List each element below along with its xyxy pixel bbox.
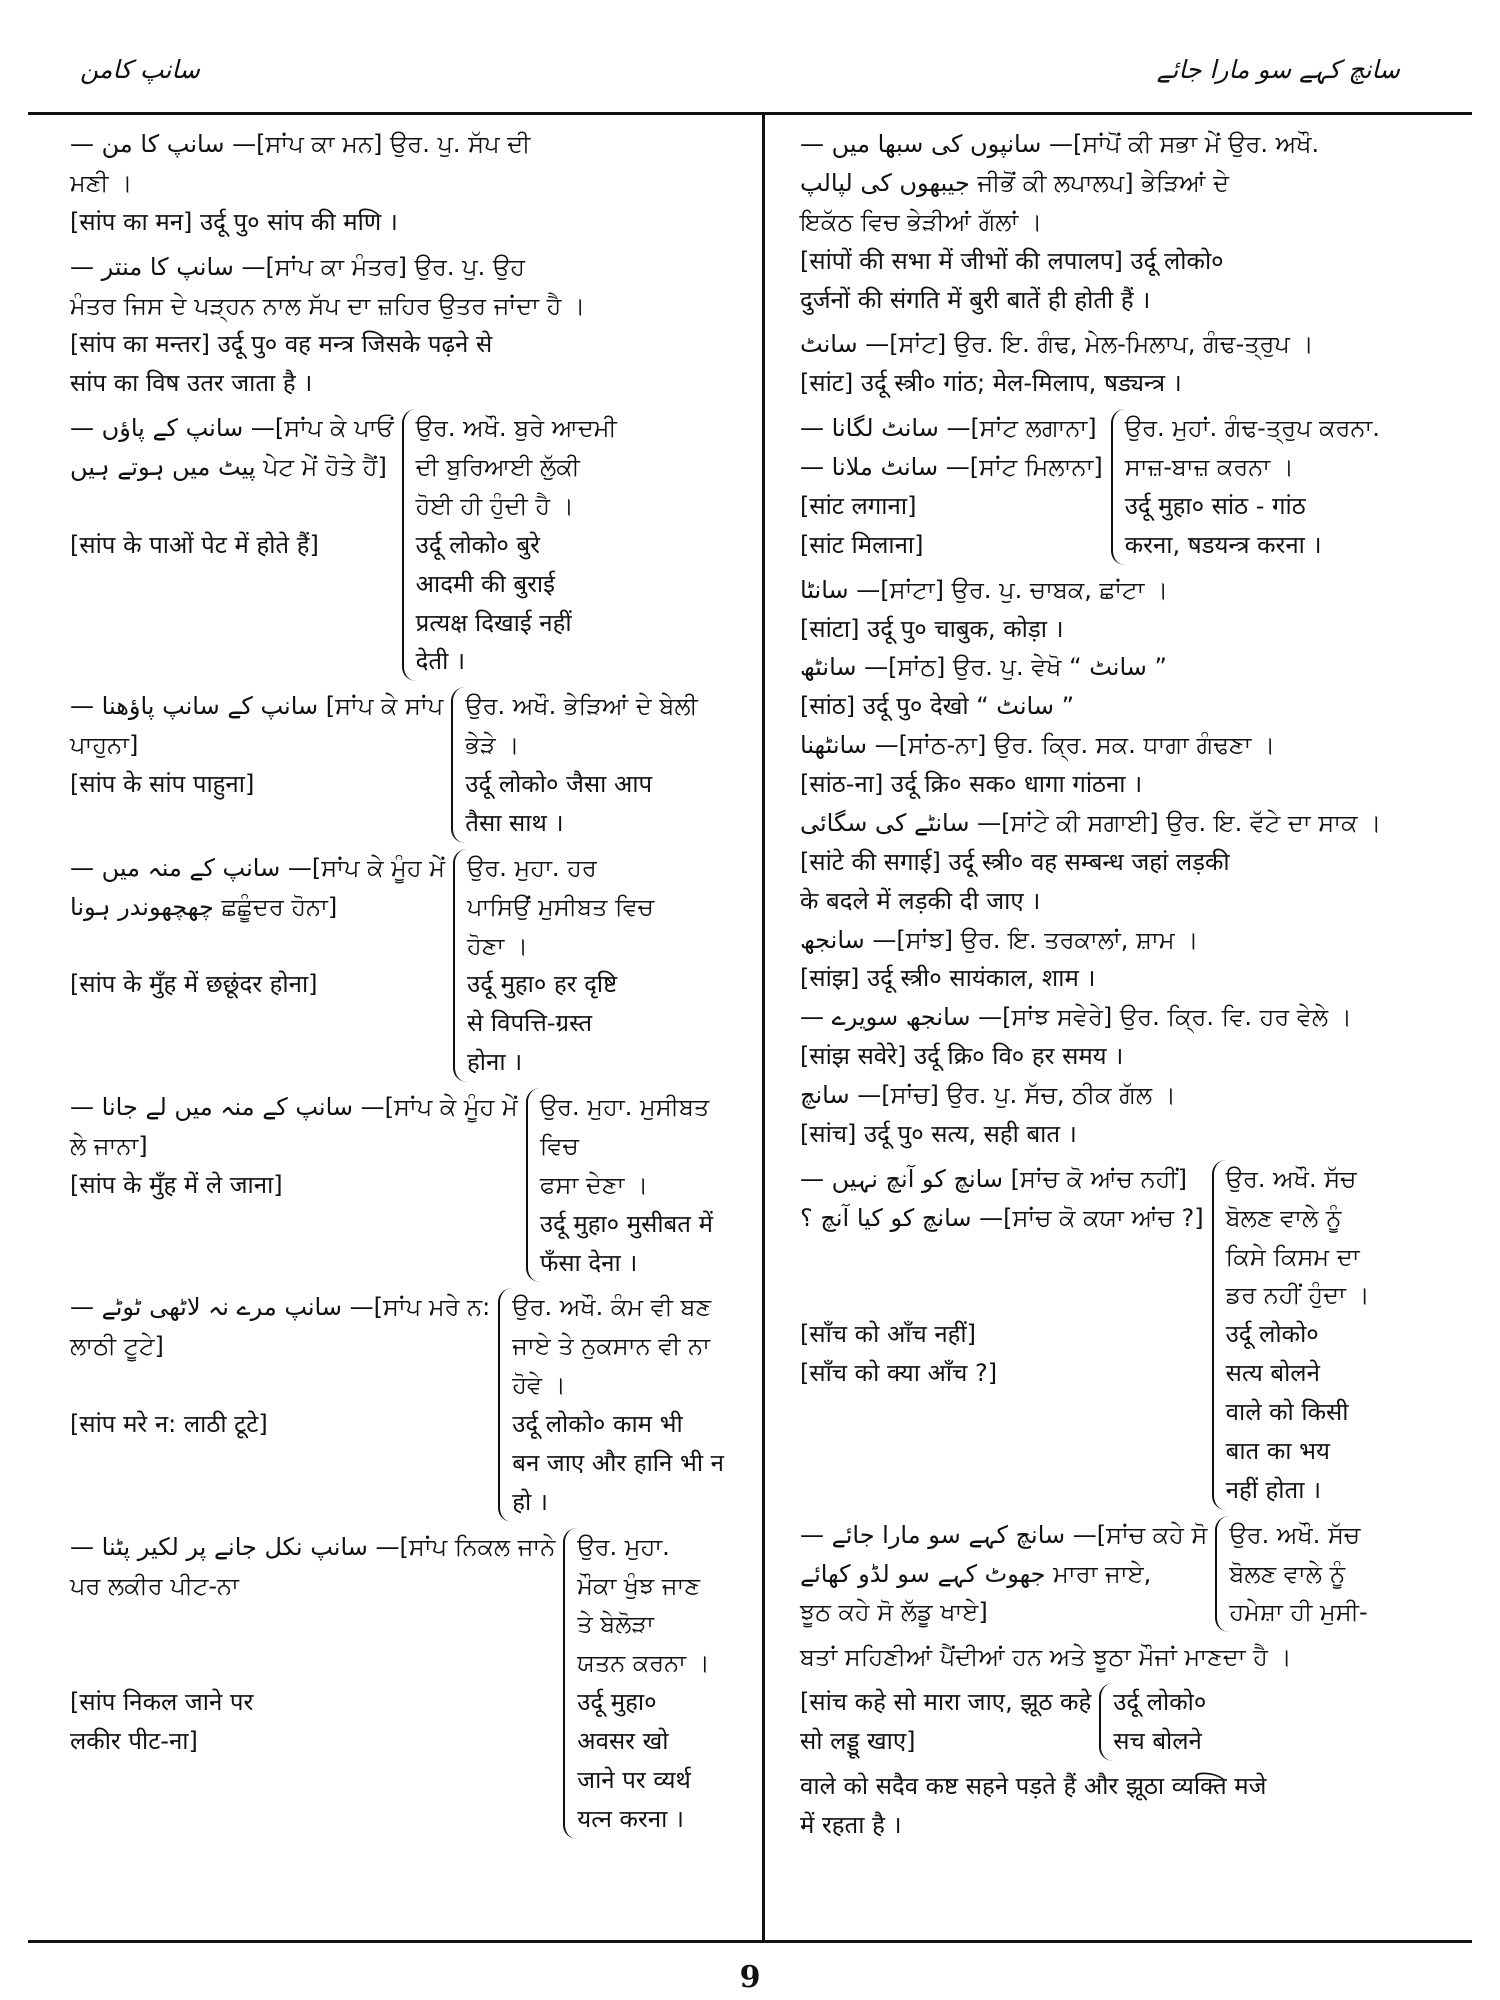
dictionary-entry <box>800 1516 1460 1633</box>
dictionary-entry <box>70 687 750 843</box>
dictionary-entry <box>70 849 750 1082</box>
entry-line: ਉਰ. ਮੁਹਾਂ. ਗੰਢ-ਤ੍ਰੁਪ ਕਰਨਾ. <box>1124 414 1380 443</box>
entry-line: उर्दू लोको० <box>1113 1688 1207 1717</box>
dictionary-entry <box>800 1767 1460 1845</box>
entry-definition-block <box>1111 409 1460 565</box>
entry-line: سانچ کو کیا آنچ ؟ —[ਸਾਂਚ ਕੋ ਕਯਾ ਆਂਚ ?] <box>800 1203 1204 1232</box>
entry-line: ਮੰਤਰ ਜਿਸ ਦੇ ਪੜ੍ਹਨ ਨਾਲ ਸੱਪ ਦਾ ਜ਼ਹਿਰ ਉਤਰ ਜਾਂਦਾ ਹੈ । <box>70 291 586 320</box>
entry-line: ਡਰ ਨਹੀਂ ਹੁੰਦਾ । <box>1225 1281 1370 1310</box>
entry-line: यत्न करना । <box>577 1804 685 1833</box>
entry-line: سانچ —[ਸਾਂਚ] ਉਰ. ਪੁ. ਸੱਚ, ਠੀਕ ਗੱਲ । <box>800 1081 1176 1109</box>
entry-definition-block <box>451 687 750 843</box>
entry-line: दुर्जनों की संगति में बुरी बातें ही होती हैं । <box>800 285 1151 314</box>
entry-line: वाले को किसी <box>1225 1398 1349 1426</box>
entry-line: ਬੋਲਣ ਵਾਲੇ ਨੂੰ <box>1229 1559 1346 1588</box>
entry-line: [सांप का मन] उर्दू पु० सांप की मणि । <box>70 207 398 236</box>
entry-line: ਜਾਏ ਤੇ ਨੁਕਸਾਨ ਵੀ ਨਾ <box>512 1332 710 1361</box>
entry-headword-block <box>800 1160 1204 1510</box>
entry-line: होना । <box>467 1048 523 1077</box>
entry-line: सांप का विष उतर जाता है । <box>70 369 313 398</box>
entry-line: बात का भय <box>1225 1436 1330 1465</box>
entry-line: [सांप निकल जाने पर <box>70 1688 254 1717</box>
entry-line: वाले को सदैव कष्ट सहने पड़ते हैं और झूठा व्यक्ति मजे <box>800 1771 1267 1800</box>
entry-line: से विपत्ति-ग्रस्त <box>467 1009 593 1038</box>
entry-definition-block <box>563 1528 750 1839</box>
entry-line: बन जाए और हानि भी न <box>512 1448 724 1477</box>
dictionary-entry <box>800 125 1460 319</box>
entry-line: سانٹ —[ਸਾਂਟ] ਉਰ. ਇ. ਗੰਢ, ਮੇਲ-ਮਿਲਾਪ, ਗੰਢ-ਤ੍ਰੁਪ । <box>800 330 1314 359</box>
entry-line: ਉਰ. ਅਖੌ. ਸੱਚ <box>1225 1164 1357 1193</box>
entry-headword-block <box>70 1088 518 1282</box>
entry-line <box>70 487 394 526</box>
entry-line: — سانپوں کی سبھا میں —[ਸਾਂਪੋਂ ਕੀ ਸਭਾ ਮੇਂ ਉਰ. ਅਖੌ. <box>800 130 1320 158</box>
entry-line: — سانپ کے منہ میں لے جانا —[ਸਾਂਪ ਕੇ ਮੂੰਹ ਮੇਂ <box>70 1093 518 1121</box>
entry-line: देती । <box>415 647 466 676</box>
entry-line: सत्य बोलने <box>1225 1359 1320 1388</box>
entry-line: — سانپ مرے نہ لاٹھی ٹوٹے —[ਸਾਂਪ ਮਰੇ ਨ: <box>70 1293 491 1322</box>
dictionary-entry <box>70 1528 750 1839</box>
entry-line: [सांप का मन्तर] उर्दू पु० वह मन्त्र जिसके पढ़ने से <box>70 330 493 359</box>
entry-line <box>70 1605 555 1644</box>
entry-line: ਹਮੇਸ਼ਾ ਹੀ ਮੁਸੀ- <box>1229 1598 1368 1627</box>
entry-line: ਮਣੀ । <box>70 168 133 197</box>
entry-line: [सांप के मुँह में ले जाना] <box>70 1170 283 1199</box>
entry-line: [सांपों की सभा में जीभों की लपालप] उर्दू लोको० <box>800 246 1224 275</box>
entry-line: — سانپ نکل جانے پر لکیر پٹنا —[ਸਾਂਪ ਨਿਕਲ ਜਾਨੇ <box>70 1532 556 1561</box>
entry-definition-block <box>526 1088 750 1282</box>
entry-definition-block <box>1099 1683 1460 1761</box>
entry-line: उर्दू लोको० <box>1225 1320 1319 1349</box>
entry-line: — سانپ کے سانپ پاؤھنا [ਸਾਂਪ ਕੇ ਸਾਂਪ <box>70 692 444 721</box>
dictionary-entry <box>800 1638 1460 1677</box>
entry-line: ਹੋਵੇ । <box>512 1371 566 1400</box>
entry-line: ਉਰ. ਅਖੌ. ਕੰਮ ਵੀ ਬਣ <box>512 1293 712 1322</box>
entry-line: ਲੇ ਜਾਨਾ] <box>70 1131 148 1160</box>
entry-line: ਮੌਕਾ ਖੁੰਝ ਜਾਣ <box>577 1571 701 1600</box>
entry-line: उर्दू लोको० जैसा आप <box>465 770 653 798</box>
entry-line: سانٹا —[ਸਾਂਟਾ] ਉਰ. ਪੁ. ਚਾਬਕ, ਛਾਂਟਾ । <box>800 575 1169 604</box>
entry-line: — سانجھ سویرے —[ਸਾਂਝ ਸਵੇਰੇ] ਉਰ. ਕ੍ਰਿ. ਵਿ. ਹਰ ਵੇਲੇ । <box>800 1003 1352 1032</box>
entry-line: [सांझ सवेरे] उर्दू क्रि० वि० हर समय । <box>800 1042 1124 1071</box>
entry-line: जाने पर व्यर्थ <box>577 1765 691 1794</box>
entry-line: उर्दू मुहा० <box>577 1688 657 1717</box>
entry-line: سانجھ —[ਸਾਂਝ] ਉਰ. ਇ. ਤਰਕਾਲਾਂ, ਸ਼ਾਮ । <box>800 925 1199 954</box>
entry-headword-block <box>70 849 445 1082</box>
entry-line: अवसर खो <box>577 1727 669 1755</box>
entry-line: — سانپ کا منتر —[ਸਾਂਪ ਕਾ ਮੰਤਰ] ਉਰ. ਪੁ. ਉਹ <box>70 252 525 281</box>
entry-line: ਪਾਸਿਉਂ ਮੁਸੀਬਤ ਵਿਚ <box>467 892 654 921</box>
entry-line: ਉਰ. ਮੁਹਾ. <box>577 1532 670 1561</box>
entry-line: [सांट लगाना] <box>800 491 917 520</box>
entry-line: ਝੂਠ ਕਹੇ ਸੋ ਲੱਡੂ ਖਾਏ] <box>800 1598 988 1627</box>
entry-line: [सांठ] उर्दू पु० देखो “ سانٹ ” <box>800 692 1075 721</box>
entry-line: [सांप मरे न: लाठी टूटे] <box>70 1410 268 1438</box>
entry-line: — سانٹ ملانا —[ਸਾਂਟ ਮਿਲਾਨਾ] <box>800 453 1103 481</box>
dictionary-entry <box>800 571 1460 1154</box>
dictionary-entry <box>800 409 1460 565</box>
entry-headword-block <box>70 1528 555 1839</box>
entry-line: फँसा देना । <box>539 1248 638 1277</box>
entry-line: ਉਰ. ਮੁਹਾ. ਹਰ <box>467 853 597 882</box>
entry-line: — سانچ کو آنچ نہیں [ਸਾਂਚ ਕੋ ਆਂਚ ਨਹੀਂ] <box>800 1164 1187 1193</box>
entry-line: तैसा साथ । <box>465 808 564 837</box>
entry-line: ਸਾਜ਼-ਬਾਜ਼ ਕਰਨਾ । <box>1124 453 1294 481</box>
entry-line: ਪਾਹੁਨਾ] <box>70 731 139 760</box>
entry-line: [सांप के मुँह में छछूंदर होना] <box>70 970 318 999</box>
entry-definition-block <box>402 409 750 681</box>
entry-line <box>70 1366 490 1405</box>
dictionary-entry <box>70 248 750 404</box>
entry-headword-block <box>800 1516 1207 1633</box>
dictionary-entry <box>70 125 750 242</box>
entry-line: उर्दू मुहा० मुसीबत में <box>539 1209 713 1238</box>
entry-line: में रहता है । <box>800 1810 902 1839</box>
entry-line: سانٹھنا —[ਸਾਂਠ-ਨਾ] ਉਰ. ਕ੍ਰਿ. ਸਕ. ਧਾਗਾ ਗੰਢਣਾ । <box>800 731 1276 760</box>
entry-line: پیٹ میں ہوتے ہیں ਪੇਟ ਮੇਂ ਹੋਤੇ ਹੈਂ] <box>70 453 387 481</box>
entry-line: ਉਰ. ਅਖੌ. ਸੱਚ <box>1229 1520 1361 1549</box>
entry-headword-block <box>800 409 1103 565</box>
entry-line: — سانپ کے منہ میں —[ਸਾਂਪ ਕੇ ਮੂੰਹ ਮੇਂ <box>70 853 446 882</box>
entry-line: ਭੇੜੇ । <box>465 731 520 760</box>
entry-line: ਯਤਨ ਕਰਨਾ । <box>577 1649 710 1678</box>
dictionary-entry <box>800 325 1460 403</box>
dictionary-entry <box>70 1288 750 1521</box>
entry-line: [सांप के पाओं पेट में होते हैं] <box>70 530 319 559</box>
entry-line: [सांट] उर्दू स्त्री० गांठ; मेल-मिलाप, षड्यन्त्र । <box>800 369 1182 398</box>
entry-headword-block <box>70 409 394 681</box>
entry-line: उर्दू मुहा० हर दृष्टि <box>467 970 618 999</box>
entry-line: आदमी की बुराई <box>415 569 555 598</box>
entry-line: सो लड्डू खाए] <box>800 1727 916 1755</box>
entry-line: جھوٹ کہے سو لڈو کھائے ਮਾਰਾ ਜਾਏ, <box>800 1559 1152 1588</box>
entry-line: ਪਰ ਲਕੀਰ ਪੀਟ-ਨਾ <box>70 1571 239 1600</box>
entry-line: ਇਕੱਠ ਵਿਚ ਭੇੜੀਆਂ ਗੱਲਾਂ । <box>800 207 1043 236</box>
entry-line: سانٹے کی سگائی —[ਸਾਂਟੇ ਕੀ ਸਗਾਈ] ਉਰ. ਇ. ਵੱਟੇ ਦਾ ਸਾਕ । <box>800 808 1382 837</box>
header-left: سانپ کامن <box>80 55 200 84</box>
entry-line <box>70 1644 555 1683</box>
entry-line: سانٹھ —[ਸਾਂਠ] ਉਰ. ਪੁ. ਵੇਖੋ “ سانٹ ” <box>800 653 1167 682</box>
entry-line: प्रत्यक्ष दिखाई नहीं <box>415 608 572 637</box>
entry-line: چھچھوندر ہونا ਛਛੂੰਦਰ ਹੋਨਾ] <box>70 892 338 921</box>
entry-line: [सांटे की सगाई] उर्दू स्त्री० वह सम्बन्ध जहां लड़की <box>800 847 1230 876</box>
page-number: 9 <box>739 1960 761 1995</box>
entry-line: उर्दू लोको० काम भी <box>512 1410 683 1438</box>
entry-line: उर्दू लोको० बुरे <box>415 530 540 559</box>
entry-line: ਉਰ. ਮੁਹਾ. ਮੁਸੀਬਤ ਵਿਚ <box>539 1093 710 1160</box>
entry-definition-block <box>498 1288 750 1521</box>
entry-line: — سانپ کا من —[ਸਾਂਪ ਕਾ ਮਨ] ਉਰ. ਪੁ. ਸੱਪ ਦੀ <box>70 130 531 158</box>
entry-definition-block <box>453 849 750 1082</box>
entry-line: ਲਾਠੀ ਟੂਟੇ] <box>70 1332 164 1361</box>
entry-line: ਬਤਾਂ ਸਹਿਣੀਆਂ ਪੈਂਦੀਆਂ ਹਨ ਅਤੇ ਝੂਠਾ ਮੌਜਾਂ ਮਾਣਦਾ ਹੈ । <box>800 1643 1292 1672</box>
entry-line: [सांटा] उर्दू पु० चाबुक, कोड़ा । <box>800 614 1064 643</box>
entry-line: नहीं होता । <box>1225 1475 1322 1504</box>
bottom-rule <box>28 1940 1472 1943</box>
left-column <box>70 125 750 1845</box>
entry-line: [सांट मिलाना] <box>800 530 924 559</box>
entry-line: ਦੀ ਬੁਰਿਆਈ ਲੁੱਕੀ <box>415 453 580 481</box>
entry-line: ਉਰ. ਅਖੌ. ਬੁਰੇ ਆਦਮੀ <box>415 414 617 443</box>
entry-line: [साँच को आँच नहीं] <box>800 1320 976 1349</box>
entry-line: ਬੋਲਣ ਵਾਲੇ ਨੂੰ <box>1225 1203 1342 1232</box>
entry-headword-block <box>70 687 443 843</box>
entry-line: ਤੇ ਬੇਲੋੜਾ <box>577 1610 655 1639</box>
entry-line: — سانٹ لگانا —[ਸਾਂਟ ਲਗਾਨਾ] <box>800 414 1097 443</box>
entry-headword-block <box>70 1288 490 1521</box>
entry-definition-block <box>1212 1160 1460 1510</box>
entry-line: [सांप के सांप पाहुना] <box>70 770 255 798</box>
entry-line <box>800 1276 1204 1315</box>
entry-headword-block <box>800 1683 1091 1761</box>
entry-line: करना, षडयन्त्र करना । <box>1124 530 1322 559</box>
entry-line: [साँच को क्या आँच ?] <box>800 1359 998 1388</box>
entry-line: — سانپ کے پاؤں —[ਸਾਂਪ ਕੇ ਪਾਓਂ <box>70 414 394 443</box>
entry-line: [सांठ-ना] उर्दू क्रि० सक० धागा गांठना । <box>800 770 1143 798</box>
entry-line: [सांच कहे सो मारा जाए, झूठ कहे <box>800 1688 1092 1717</box>
entry-line: सच बोलने <box>1113 1727 1202 1755</box>
entry-line: جیبھوں کی لپالپ ਜੀਭੋਂ ਕੀ ਲਪਾਲਪ] ਭੇੜਿਆਂ ਦੇ <box>800 168 1230 197</box>
top-rule <box>28 112 1472 115</box>
dictionary-entry <box>70 1088 750 1282</box>
entry-line: ਕਿਸੇ ਕਿਸਮ ਦਾ <box>1225 1242 1360 1271</box>
entry-line: उर्दू मुहा० सांठ - गांठ <box>1124 491 1306 520</box>
entry-line: [सांझ] उर्दू स्त्री० सायंकाल, शाम । <box>800 964 1096 993</box>
entry-line: लकीर पीट-ना] <box>70 1727 198 1755</box>
right-column <box>800 125 1460 1851</box>
entry-line: के बदले में लड़की दी जाए । <box>800 886 1041 915</box>
dictionary-entry <box>800 1683 1460 1761</box>
entry-line: हो । <box>512 1487 548 1516</box>
entry-line: [सांच] उर्दू पु० सत्य, सही बात । <box>800 1119 1077 1148</box>
entry-line <box>70 927 445 966</box>
entry-definition-block <box>1215 1516 1460 1633</box>
column-divider <box>762 115 765 1940</box>
dictionary-entry <box>800 1160 1460 1510</box>
entry-line: — سانچ کہے سو مارا جائے —[ਸਾਂਚ ਕਹੇ ਸੋ <box>800 1520 1208 1549</box>
entry-line: ਹੋਈ ਹੀ ਹੁੰਦੀ ਹੈ । <box>415 491 574 520</box>
header-right: سانچ کہے سو مارا جائے <box>1156 55 1400 84</box>
entry-line: ਉਰ. ਅਖੌ. ਭੇੜਿਆਂ ਦੇ ਬੇਲੀ <box>465 692 698 721</box>
dictionary-entry <box>70 409 750 681</box>
entry-line: ਫਸਾ ਦੇਣਾ । <box>539 1170 649 1199</box>
entry-line: ਹੋਣਾ । <box>467 931 529 960</box>
entry-line <box>800 1238 1204 1277</box>
